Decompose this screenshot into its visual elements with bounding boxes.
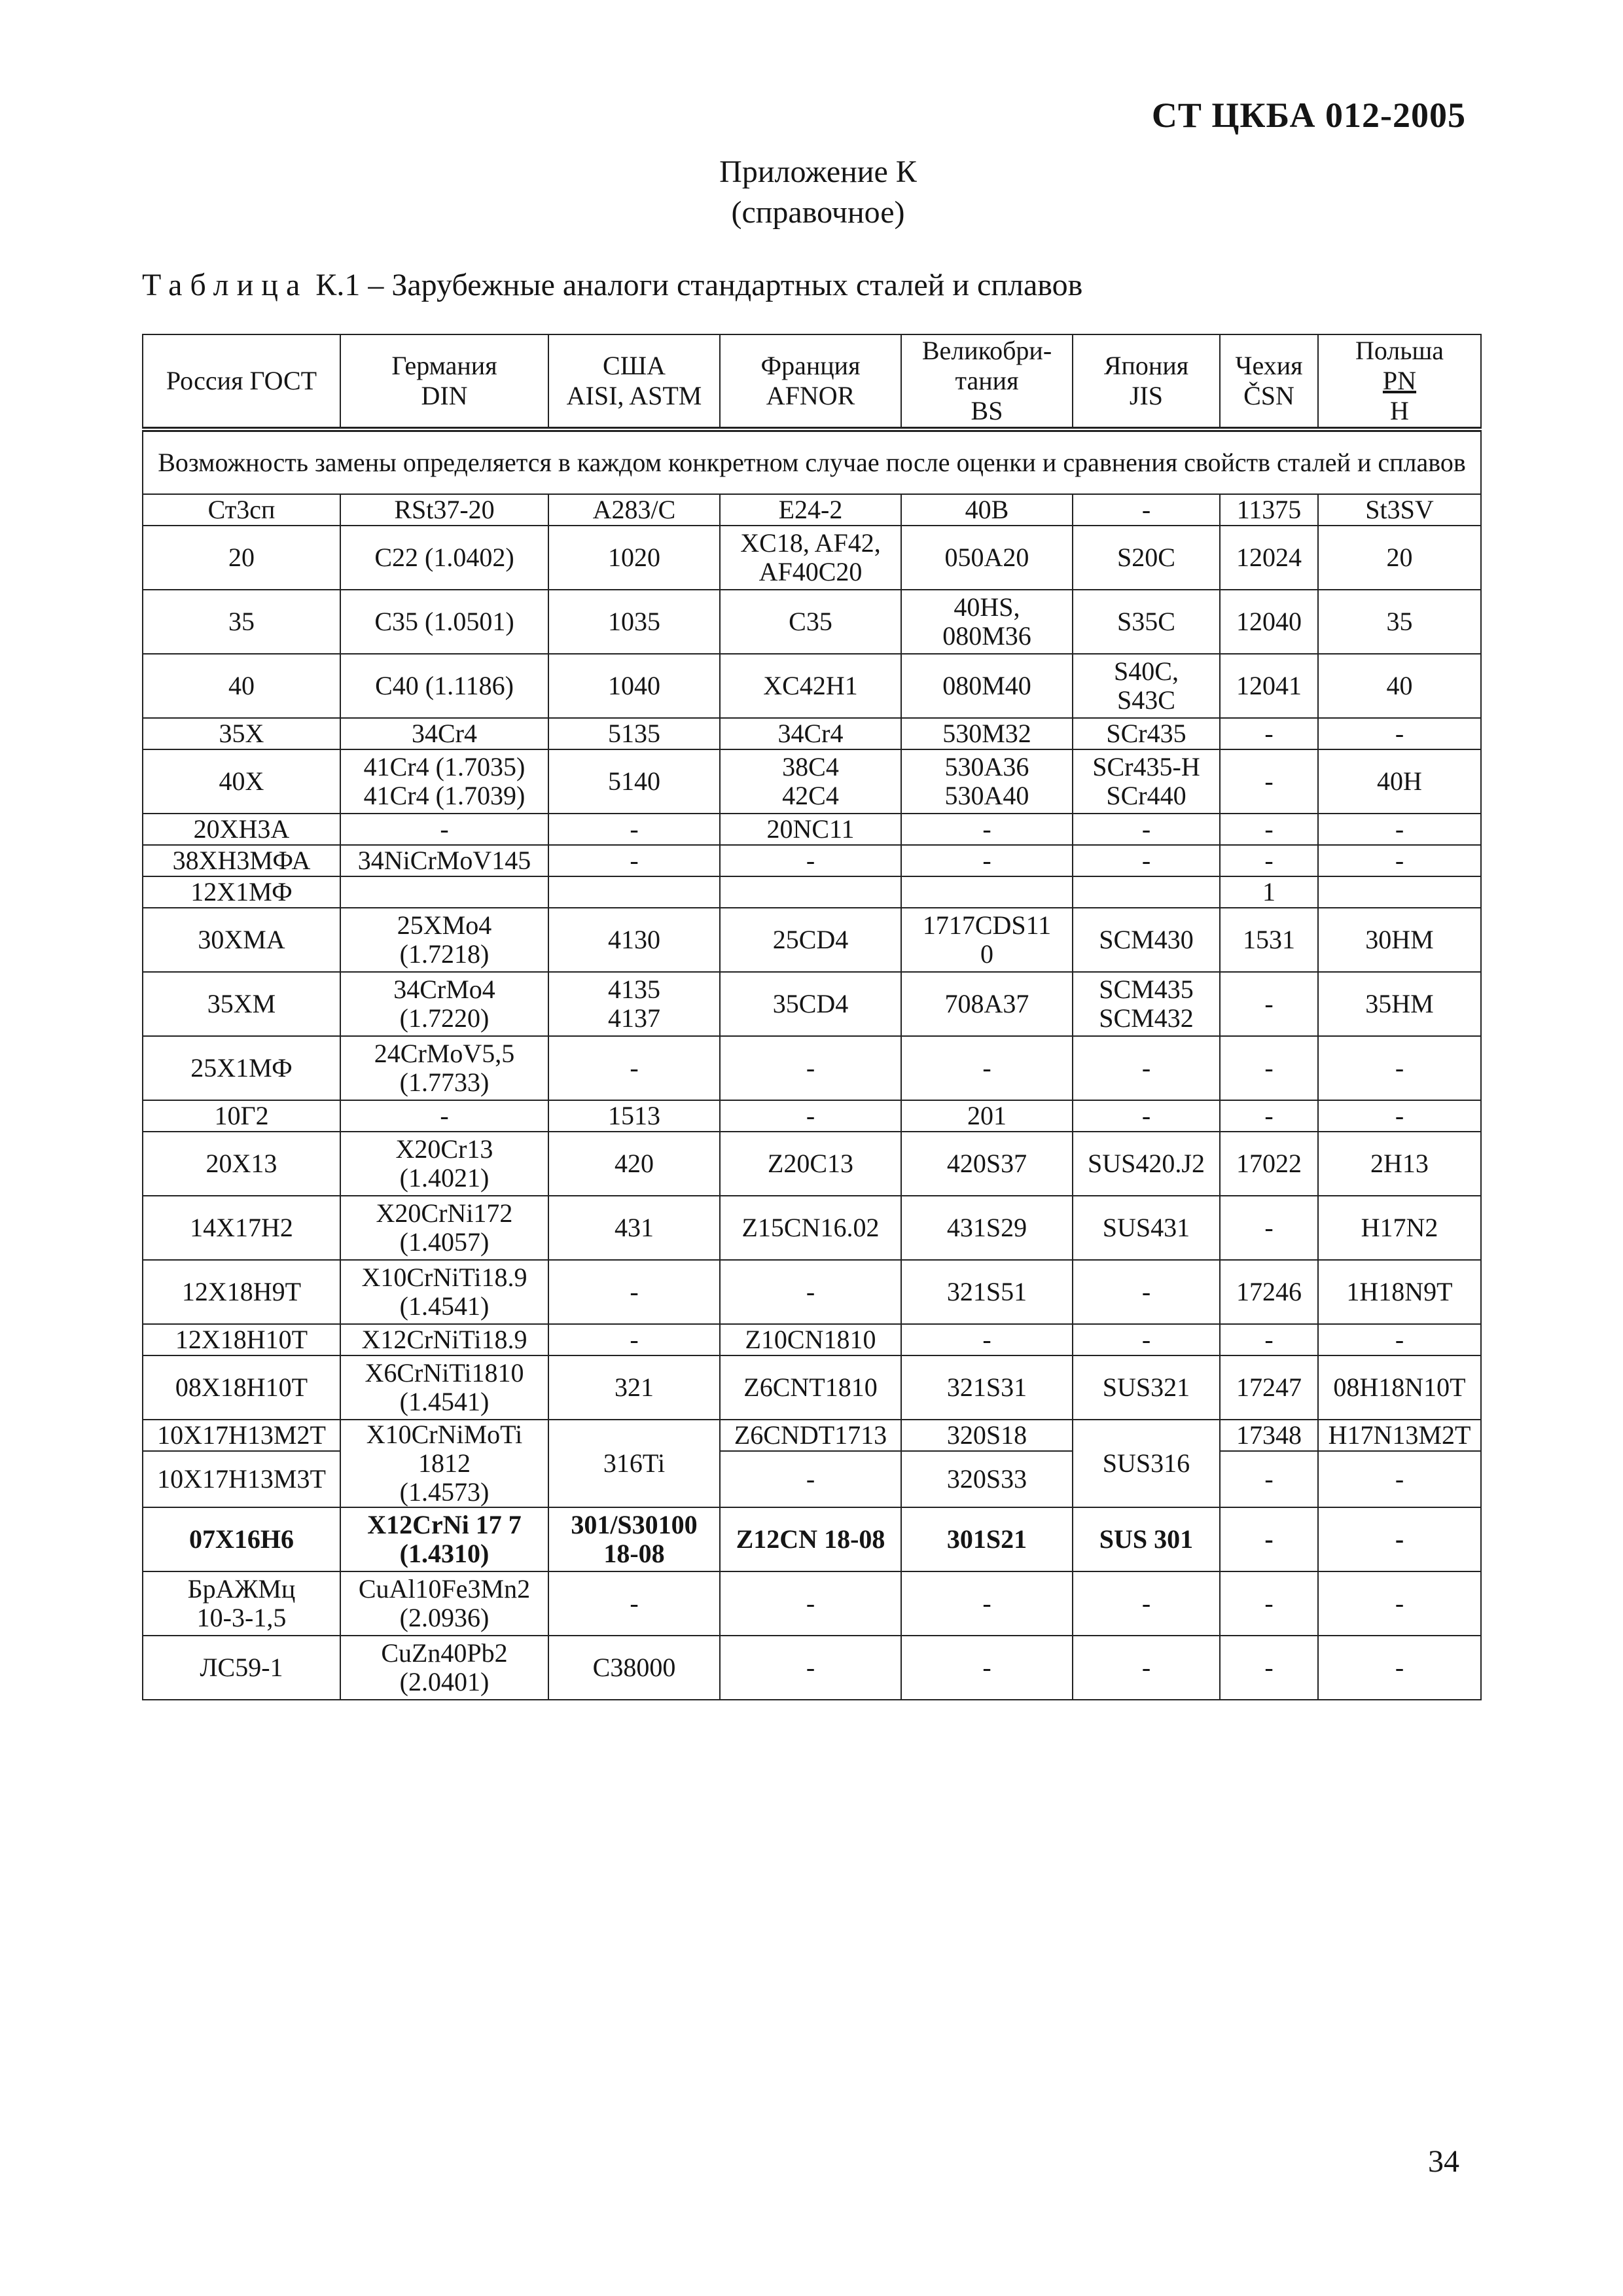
cell-japan: SCM435 SCM432: [1073, 972, 1220, 1036]
cell-france: 35CD4: [720, 972, 901, 1036]
cell-uk: -: [901, 1036, 1073, 1100]
cell-germany: CuAl10Fe3Mn2 (2.0936): [340, 1571, 548, 1636]
cell-uk: 321S51: [901, 1260, 1073, 1324]
cell-poland: 08H18N10T: [1318, 1355, 1481, 1420]
cell-czech: 12024: [1220, 526, 1318, 590]
cell-japan: -: [1073, 1636, 1220, 1700]
table-row: [143, 494, 1481, 526]
cell-russia: 38ХН3МФА: [143, 845, 340, 876]
cell-czech: -: [1220, 814, 1318, 845]
cell-usa: 4130: [548, 908, 720, 972]
cell-russia: 12Х18Н9Т: [143, 1260, 340, 1324]
cell-uk: 431S29: [901, 1196, 1073, 1260]
cell-russia: 40Х: [143, 749, 340, 814]
cell-russia: ЛС59-1: [143, 1636, 340, 1700]
cell-usa: 5140: [548, 749, 720, 814]
cell-czech: 1531: [1220, 908, 1318, 972]
table-row: [143, 1636, 1481, 1700]
cell-france: -: [720, 1100, 901, 1132]
cell-poland: H17N13M2T: [1318, 1420, 1481, 1451]
cell-poland: 30HM: [1318, 908, 1481, 972]
table-row: [143, 1196, 1481, 1260]
cell-germany: X12CrNiTi18.9: [340, 1324, 548, 1355]
cell-czech: -: [1220, 1636, 1318, 1700]
cell-uk: 40HS, 080M36: [901, 590, 1073, 654]
cell-germany: 24CrMoV5,5 (1.7733): [340, 1036, 548, 1100]
cell-poland: -: [1318, 1036, 1481, 1100]
cell-russia: 07Х16Н6: [143, 1507, 340, 1571]
cell-czech: -: [1220, 1036, 1318, 1100]
cell-usa: 420: [548, 1132, 720, 1196]
table-row: [143, 1507, 1481, 1571]
cell-japan: SUS 301: [1073, 1507, 1220, 1571]
cell-uk: 420S37: [901, 1132, 1073, 1196]
cell-poland: 35: [1318, 590, 1481, 654]
cell-russia: 25Х1МФ: [143, 1036, 340, 1100]
cell-usa: 431: [548, 1196, 720, 1260]
table-row: [143, 1132, 1481, 1196]
cell-usa: -: [548, 1036, 720, 1100]
cell-japan: -: [1073, 1324, 1220, 1355]
cell-usa: 1035: [548, 590, 720, 654]
cell-france: XC18, AF42, AF40C20: [720, 526, 901, 590]
cell-czech: -: [1220, 1324, 1318, 1355]
cell-uk: 708A37: [901, 972, 1073, 1036]
cell-usa: 5135: [548, 718, 720, 749]
cell-usa: -: [548, 845, 720, 876]
cell-uk: 080M40: [901, 654, 1073, 718]
cell-czech: -: [1220, 845, 1318, 876]
table-caption-text: К.1 – Зарубежные аналоги стандартных сталей и сплавов: [315, 268, 1083, 302]
cell-czech: -: [1220, 1100, 1318, 1132]
cell-france: 20NC11: [720, 814, 901, 845]
cell-germany: C40 (1.1186): [340, 654, 548, 718]
cell-russia: 10Х17Н13М3Т: [143, 1451, 340, 1507]
cell-usa: 4135 4137: [548, 972, 720, 1036]
cell-usa: -: [548, 1571, 720, 1636]
cell-germany: 25XMo4 (1.7218): [340, 908, 548, 972]
cell-france: Z10CN1810: [720, 1324, 901, 1355]
cell-russia: 20: [143, 526, 340, 590]
cell-russia: 35: [143, 590, 340, 654]
cell-japan: SCM430: [1073, 908, 1220, 972]
cell-czech: -: [1220, 1451, 1318, 1507]
table-row: [143, 972, 1481, 1036]
cell-poland: -: [1318, 1636, 1481, 1700]
cell-france: [720, 876, 901, 908]
cell-germany: X10CrNiTi18.9 (1.4541): [340, 1260, 548, 1324]
cell-poland: 40: [1318, 654, 1481, 718]
table-row: [143, 1036, 1481, 1100]
table-row: [143, 1324, 1481, 1355]
cell-japan: -: [1073, 1100, 1220, 1132]
cell-russia: 12Х18Н10Т: [143, 1324, 340, 1355]
page-number: 34: [1428, 2144, 1459, 2179]
cell-poland: -: [1318, 1324, 1481, 1355]
cell-poland: 1H18N9T: [1318, 1260, 1481, 1324]
cell-czech: -: [1220, 1507, 1318, 1571]
cell-poland: St3SV: [1318, 494, 1481, 526]
cell-czech: -: [1220, 1571, 1318, 1636]
document-code: СТ ЦКБА 012-2005: [1151, 96, 1466, 135]
cell-japan: SCr435: [1073, 718, 1220, 749]
cell-france: C35: [720, 590, 901, 654]
cell-usa: 316Ti: [548, 1420, 720, 1507]
header-uk: Великобри- тания BS: [901, 334, 1073, 429]
cell-usa: 1020: [548, 526, 720, 590]
cell-germany: RSt37-20: [340, 494, 548, 526]
header-japan: Япония JIS: [1073, 334, 1220, 429]
cell-germany: C22 (1.0402): [340, 526, 548, 590]
cell-russia: 40: [143, 654, 340, 718]
cell-uk: -: [901, 814, 1073, 845]
cell-poland: 40H: [1318, 749, 1481, 814]
cell-uk: 050A20: [901, 526, 1073, 590]
cell-poland: -: [1318, 1571, 1481, 1636]
cell-usa: -: [548, 1324, 720, 1355]
cell-usa: [548, 876, 720, 908]
cell-japan: SUS420.J2: [1073, 1132, 1220, 1196]
table-row: [143, 876, 1481, 908]
table-caption: [142, 267, 1082, 303]
cell-japan: SUS431: [1073, 1196, 1220, 1260]
cell-poland: -: [1318, 1451, 1481, 1507]
cell-japan: -: [1073, 845, 1220, 876]
cell-uk: 1717CDS11 0: [901, 908, 1073, 972]
cell-germany: C35 (1.0501): [340, 590, 548, 654]
cell-poland: -: [1318, 845, 1481, 876]
cell-poland: 20: [1318, 526, 1481, 590]
cell-usa: -: [548, 814, 720, 845]
cell-russia: 20Х13: [143, 1132, 340, 1196]
cell-japan: -: [1073, 1571, 1220, 1636]
cell-france: 25CD4: [720, 908, 901, 972]
cell-czech: 17246: [1220, 1260, 1318, 1324]
appendix-title: Приложение К: [719, 154, 917, 189]
cell-japan: SCr435-H SCr440: [1073, 749, 1220, 814]
cell-poland: H17N2: [1318, 1196, 1481, 1260]
cell-russia: 35ХМ: [143, 972, 340, 1036]
steel-analogues-table: [142, 334, 1482, 1700]
cell-france: Z20C13: [720, 1132, 901, 1196]
cell-germany: CuZn40Pb2 (2.0401): [340, 1636, 548, 1700]
cell-poland: -: [1318, 814, 1481, 845]
cell-germany: X6CrNiTi1810 (1.4541): [340, 1355, 548, 1420]
cell-russia: БрАЖМц 10-3-1,5: [143, 1571, 340, 1636]
cell-japan: S20C: [1073, 526, 1220, 590]
cell-germany: X12CrNi 17 7 (1.4310): [340, 1507, 548, 1571]
cell-germany: 41Cr4 (1.7035) 41Cr4 (1.7039): [340, 749, 548, 814]
cell-russia: 10Х17Н13М2Т: [143, 1420, 340, 1451]
cell-germany: [340, 876, 548, 908]
cell-czech: -: [1220, 749, 1318, 814]
header-germany: Германия DIN: [340, 334, 548, 429]
cell-uk: 530M32: [901, 718, 1073, 749]
table-row: [143, 908, 1481, 972]
cell-uk: -: [901, 1324, 1073, 1355]
cell-germany: 34CrMo4 (1.7220): [340, 972, 548, 1036]
table-row: [143, 1420, 1481, 1451]
cell-japan: -: [1073, 494, 1220, 526]
cell-france: 34Cr4: [720, 718, 901, 749]
cell-czech: -: [1220, 972, 1318, 1036]
cell-france: XC42H1: [720, 654, 901, 718]
table-row: [143, 1100, 1481, 1132]
cell-uk: -: [901, 845, 1073, 876]
cell-france: -: [720, 1451, 901, 1507]
cell-france: E24-2: [720, 494, 901, 526]
cell-france: -: [720, 1636, 901, 1700]
cell-uk: 201: [901, 1100, 1073, 1132]
cell-russia: 30ХМА: [143, 908, 340, 972]
cell-uk: [901, 876, 1073, 908]
cell-usa: C38000: [548, 1636, 720, 1700]
cell-czech: -: [1220, 1196, 1318, 1260]
table-row: [143, 845, 1481, 876]
cell-poland: 2H13: [1318, 1132, 1481, 1196]
cell-france: -: [720, 1036, 901, 1100]
table-row: [143, 749, 1481, 814]
table-note: Возможность замены определяется в каждом конкретном случае после оценки и сравнения свойств сталей и сплавов: [143, 429, 1481, 494]
header-russia: Россия ГОСТ: [143, 334, 340, 429]
cell-czech: 11375: [1220, 494, 1318, 526]
cell-france: -: [720, 1571, 901, 1636]
cell-czech: 17022: [1220, 1132, 1318, 1196]
cell-france: Z15CN16.02: [720, 1196, 901, 1260]
cell-japan: -: [1073, 814, 1220, 845]
cell-germany: -: [340, 1100, 548, 1132]
cell-czech: 17247: [1220, 1355, 1318, 1420]
appendix-heading: [0, 152, 1623, 233]
cell-japan: [1073, 876, 1220, 908]
cell-uk: 40B: [901, 494, 1073, 526]
cell-japan: S40C, S43C: [1073, 654, 1220, 718]
cell-usa: -: [548, 1260, 720, 1324]
cell-poland: -: [1318, 1100, 1481, 1132]
table-note-row: [143, 429, 1481, 494]
cell-russia: 14Х17Н2: [143, 1196, 340, 1260]
appendix-subtitle: (справочное): [731, 195, 905, 230]
header-france: Франция AFNOR: [720, 334, 901, 429]
cell-czech: 17348: [1220, 1420, 1318, 1451]
table-row: [143, 654, 1481, 718]
cell-france: 38C4 42C4: [720, 749, 901, 814]
cell-germany: 34Cr4: [340, 718, 548, 749]
cell-france: -: [720, 1260, 901, 1324]
table-row: [143, 526, 1481, 590]
cell-uk: -: [901, 1571, 1073, 1636]
cell-poland: 35HM: [1318, 972, 1481, 1036]
cell-france: -: [720, 845, 901, 876]
cell-russia: Ст3сп: [143, 494, 340, 526]
cell-czech: 12041: [1220, 654, 1318, 718]
table-row: [143, 814, 1481, 845]
table-caption-word: Таблица: [142, 268, 308, 302]
cell-germany: X10CrNiMoTi 1812 (1.4573): [340, 1420, 548, 1507]
header-usa: США AISI, ASTM: [548, 334, 720, 429]
table-row: [143, 1260, 1481, 1324]
cell-czech: 12040: [1220, 590, 1318, 654]
cell-usa: A283/C: [548, 494, 720, 526]
cell-france: Z6CNDT1713: [720, 1420, 901, 1451]
cell-japan: SUS321: [1073, 1355, 1220, 1420]
cell-poland: -: [1318, 718, 1481, 749]
cell-usa: 301/S30100 18-08: [548, 1507, 720, 1571]
cell-uk: 530A36 530A40: [901, 749, 1073, 814]
table-row: [143, 1355, 1481, 1420]
cell-russia: 08Х18Н10Т: [143, 1355, 340, 1420]
table-row: [143, 590, 1481, 654]
cell-poland: -: [1318, 1507, 1481, 1571]
cell-uk: 320S18: [901, 1420, 1073, 1451]
header-czech: Чехия ČSN: [1220, 334, 1318, 429]
cell-japan: SUS316: [1073, 1420, 1220, 1507]
cell-usa: 1513: [548, 1100, 720, 1132]
cell-usa: 321: [548, 1355, 720, 1420]
table-header-row: [143, 334, 1481, 429]
cell-usa: 1040: [548, 654, 720, 718]
table-row: [143, 718, 1481, 749]
cell-germany: X20Cr13 (1.4021): [340, 1132, 548, 1196]
cell-russia: 35Х: [143, 718, 340, 749]
cell-japan: -: [1073, 1260, 1220, 1324]
cell-germany: -: [340, 814, 548, 845]
cell-france: Z12CN 18-08: [720, 1507, 901, 1571]
table-row: [143, 1571, 1481, 1636]
cell-russia: 10Г2: [143, 1100, 340, 1132]
cell-uk: 301S21: [901, 1507, 1073, 1571]
cell-uk: 321S31: [901, 1355, 1073, 1420]
cell-france: Z6CNT1810: [720, 1355, 901, 1420]
cell-poland: [1318, 876, 1481, 908]
cell-uk: -: [901, 1636, 1073, 1700]
cell-japan: S35C: [1073, 590, 1220, 654]
cell-japan: -: [1073, 1036, 1220, 1100]
cell-germany: 34NiCrMoV145: [340, 845, 548, 876]
cell-russia: 20ХН3А: [143, 814, 340, 845]
cell-russia: 12Х1МФ: [143, 876, 340, 908]
header-poland: Польша PN H: [1318, 334, 1481, 429]
cell-uk: 320S33: [901, 1451, 1073, 1507]
cell-czech: 1: [1220, 876, 1318, 908]
cell-germany: X20CrNi172 (1.4057): [340, 1196, 548, 1260]
cell-czech: -: [1220, 718, 1318, 749]
